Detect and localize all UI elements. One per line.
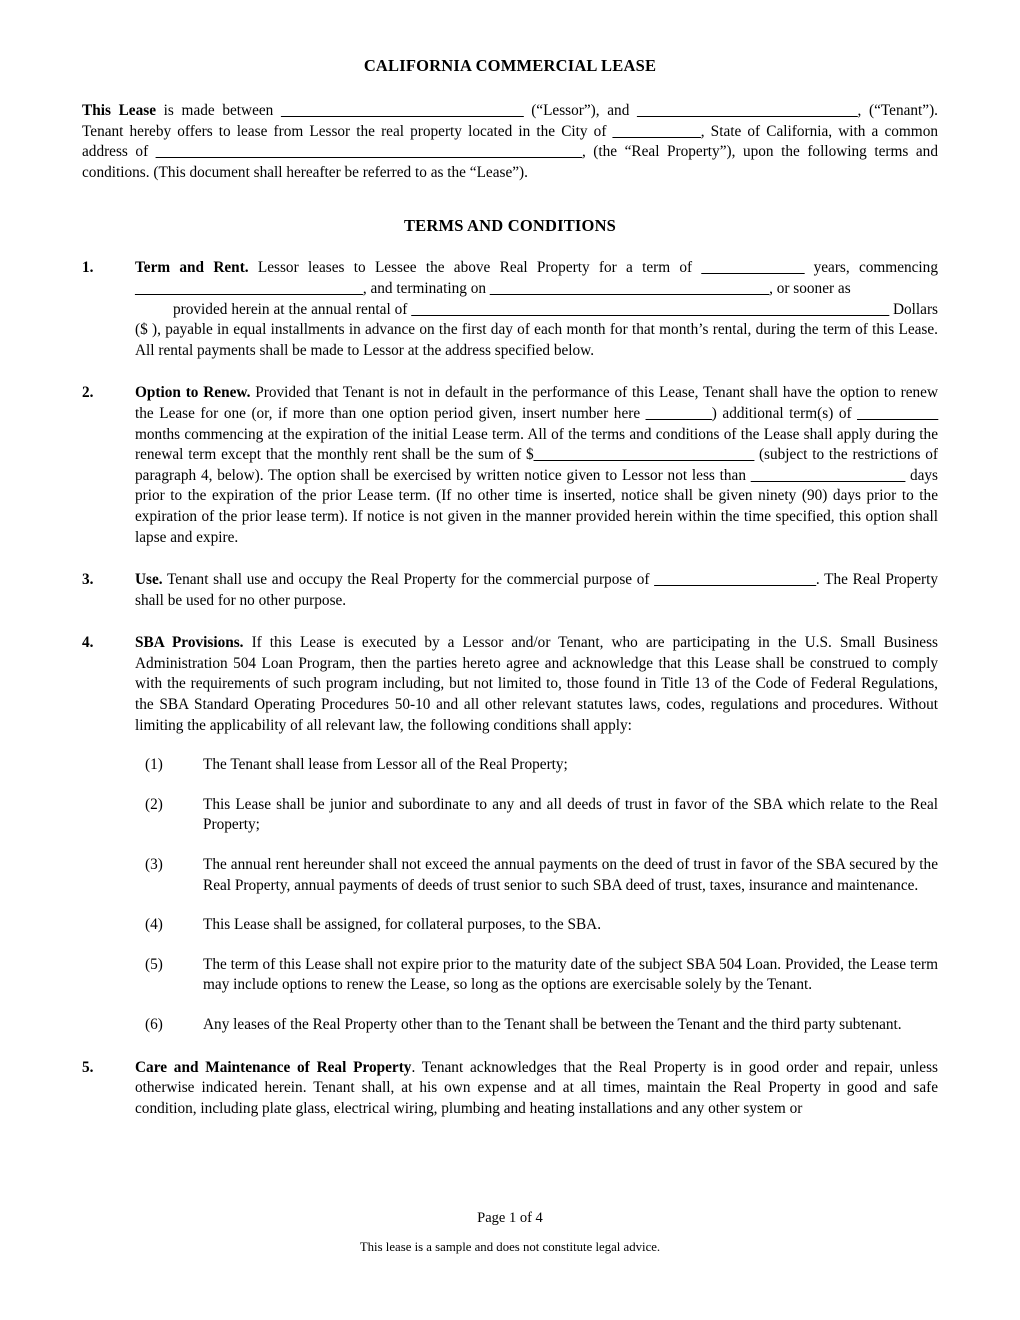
clause-1-label: Term and Rent.: [135, 259, 249, 277]
subclause-5-text: The term of this Lease shall not expire prior to the maturity date of the subject SBA 504 Loan. Provided, the Lease term may include options to renew the Lease, so long as the options are exercisable solely by the Tenant.: [203, 955, 938, 994]
subclause-6-text: Any leases of the Real Property other than to the Tenant shall be between the Tenant and the third party subtenant.: [203, 1016, 902, 1033]
terms-and-conditions-heading: TERMS AND CONDITIONS: [403, 216, 617, 236]
clause-1-text-6: Dollars ($ ), payable in equal installments in advance on the first day of each month for that month’s rental, during the term of this Lease. All rental payments shall be made to Lessor at the address specified below.: [135, 300, 939, 359]
subclause-1-number: (1): [145, 756, 163, 774]
clause-3-use: [82, 570, 938, 611]
tenant-name-blank[interactable]: ______________________________: [637, 102, 858, 119]
clause-2-text-1: Provided that Tenant is not in default in the performance of this Lease, Tenant shall have the option to renew the Lease for one (or, if more than one option period given, insert number here: [135, 384, 938, 422]
lessor-name-blank[interactable]: _________________________________: [281, 102, 524, 119]
city-blank[interactable]: ____________: [612, 122, 701, 140]
document-body: [82, 0, 938, 1119]
clause-2-label: Option to Renew.: [135, 384, 251, 402]
subclause-4-text: This Lease shall be assigned, for collateral purposes, to the SBA.: [203, 916, 602, 934]
document-title: CALIFORNIA COMMERCIAL LEASE: [363, 56, 657, 75]
clause-5-text-1: . Tenant acknowledges that the Real Property is in good order and repair, unless otherwise indicated herein. Tenant shall, at his own expense and at all times, maintain the Real Property in good and safe condition, including plate glass, electrical wiring, plumbing and heating installations and any other system or: [135, 1058, 938, 1117]
clause-3-number: 3.: [82, 571, 94, 589]
list-item: [145, 955, 938, 996]
clause-2-text-2: ) additional term(s) of: [711, 404, 858, 422]
notice-days-blank[interactable]: _____________________: [750, 466, 906, 484]
clause-5-number: 5.: [82, 1058, 94, 1076]
commencing-date-blank[interactable]: _______________________________: [135, 279, 363, 297]
page-number: Page 1 of 4: [477, 1210, 543, 1226]
subclause-6-number: (6): [145, 1016, 163, 1033]
annual-rental-blank[interactable]: _________________________________________________________________: [411, 300, 890, 318]
intro-text-5: , (the “Real Property”), upon the following terms and conditions. (This document shall hereafter be referred to as the “Lease”).: [82, 143, 938, 181]
address-blank[interactable]: __________________________________________________________: [155, 143, 582, 161]
option-count-blank[interactable]: _________: [645, 404, 712, 422]
clause-1-number: 1.: [82, 259, 94, 277]
subclause-2-number: (2): [145, 795, 163, 813]
sba-conditions-list: [82, 755, 938, 1035]
list-item: [145, 915, 938, 936]
legal-disclaimer: This lease is a sample and does not constitute legal advice.: [359, 1240, 661, 1254]
clause-4-number: 4.: [82, 634, 94, 652]
subclause-5-number: (5): [145, 955, 163, 973]
clause-4-text-1: If this Lease is executed by a Lessor and/or Tenant, who are participating in the U.S. Small Business Administration 504 Loan Program, then the parties hereto agree and acknowledge that this Lease shall be construed to comply with the requirements of such program including, but not limited to, those found in Title 13 of the Code of Federal Regulations, the SBA Standard Operating Procedures 50-10 and all other relevant statutes laws, codes, regulations and procedures. Without limiting the applicability of all relevant law, the following conditions shall apply:: [135, 634, 939, 734]
clause-3-label: Use.: [135, 571, 163, 589]
clause-1-text-1: Lessor leases to Lessee the above Real Property for a term of: [248, 259, 702, 277]
clause-3-text-1: Tenant shall use and occupy the Real Property for the commercial purpose of: [162, 571, 655, 589]
clause-5-care-and-maintenance: [82, 1058, 938, 1120]
clause-1-text-5: provided herein at the annual rental of: [173, 300, 412, 318]
clause-4-sba-provisions: [82, 633, 938, 736]
intro-text-3: , (“Tenant”). Tenant hereby offers to lease from Lessor the real property located in the City of: [82, 102, 938, 140]
clause-1-term-and-rent: [82, 258, 938, 361]
subclause-3-number: (3): [145, 856, 163, 874]
clause-1-text-2: years, commencing: [804, 259, 938, 277]
subclause-1-text: The Tenant shall lease from Lessor all of the Real Property;: [203, 756, 568, 774]
subclause-3-text: The annual rent hereunder shall not exceed the annual payments on the deed of trust in favor of the SBA secured by the Real Property, annual payments of deeds of trust senior to such SBA deed of trust, taxes, insurance and maintenance.: [203, 856, 938, 894]
intro-paragraph: [82, 101, 938, 183]
clause-4-label: SBA Provisions.: [135, 634, 244, 652]
clause-2-text-3: months commencing at the expiration of the initial Lease term. All of the terms and conditions of the Lease shall apply during the renewal term except that the monthly rent shall be the sum of $: [135, 425, 938, 464]
option-months-blank[interactable]: ___________: [857, 404, 938, 422]
list-item: [145, 755, 938, 776]
list-item: [145, 855, 938, 896]
clause-1-text-4: , or sooner as: [769, 279, 851, 297]
subclause-4-number: (4): [145, 916, 163, 934]
clause-1-text-3: , and terminating on: [362, 279, 490, 297]
clause-5-label: Care and Maintenance of Real Property: [135, 1058, 412, 1076]
intro-text-2: (“Lessor”), and: [523, 102, 638, 119]
commercial-purpose-blank[interactable]: ______________________: [654, 571, 816, 589]
terminating-date-blank[interactable]: ______________________________________: [489, 279, 770, 297]
clause-2-number: 2.: [82, 384, 94, 402]
list-item: [145, 1015, 938, 1036]
intro-lead: This Lease: [82, 102, 156, 119]
intro-text-1: is made between: [155, 102, 282, 119]
intro-text-4: , State of California, with a common address of: [82, 122, 938, 161]
clause-3-text-2: . The Real Property shall be used for no other purpose.: [135, 571, 939, 609]
list-item: [145, 795, 938, 836]
clause-2-option-to-renew: [82, 383, 938, 548]
clause-2-text-5: days prior to the expiration of the prior Lease term. (If no other time is inserted, notice shall be given ninety (90) days prior to the expiration of the prior lease term). If notice is not given in the manner provided herein within the time specified, this option shall lapse and expire.: [135, 466, 938, 546]
term-years-blank[interactable]: ______________: [701, 259, 805, 277]
clause-2-text-4: (subject to the restrictions of paragraph 4, below). The option shall be exercised by written notice given to Lessor not less than: [135, 446, 938, 484]
renewal-rent-blank[interactable]: ______________________________: [533, 446, 755, 464]
subclause-2-text: This Lease shall be junior and subordinate to any and all deeds of trust in favor of the SBA which relate to the Real Property;: [203, 795, 938, 834]
